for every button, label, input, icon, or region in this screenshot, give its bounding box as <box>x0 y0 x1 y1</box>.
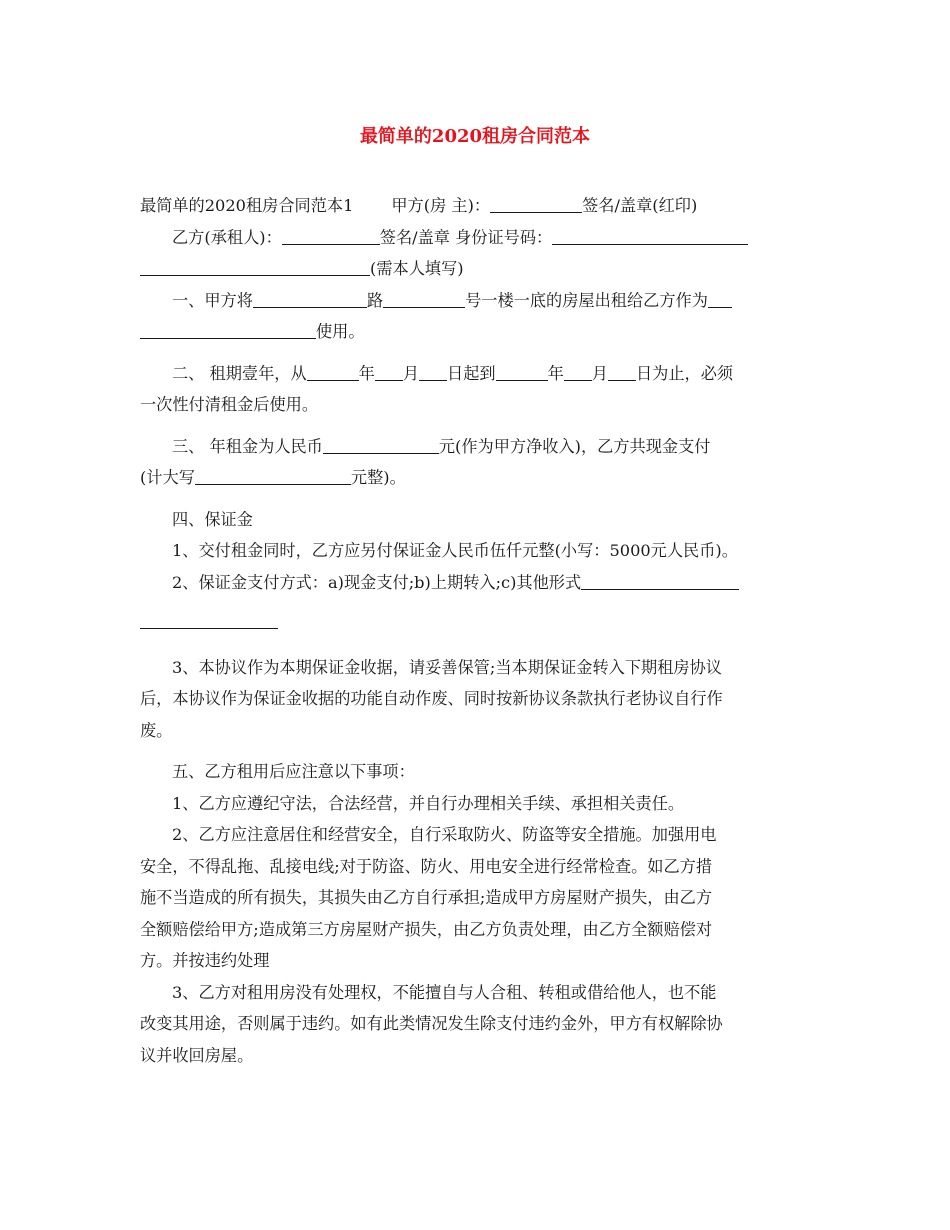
clause-5-item-2-line-5: 方。并按违约处理 <box>140 951 270 970</box>
other-form-continuation-line <box>140 606 812 638</box>
clause-1-text-b: 路 <box>366 290 384 310</box>
clause-3-text-a: 三、 年租金为人民币 <box>172 436 323 456</box>
clause-5-item-2-line-3: 施不当造成的所有损失，其损失由乙方自行承担;造成甲方房屋财产损失，由乙方 <box>140 888 713 907</box>
clause-2-line-2 <box>140 389 812 421</box>
clause-5-item-3-line-3: 议并收回房屋。 <box>140 1045 254 1065</box>
contract-body <box>140 190 812 1071</box>
usage-blank-continued[interactable] <box>140 320 316 339</box>
id-number-continuation-line <box>140 253 812 285</box>
clause-5-item-2-line-4: 全额赔偿给甲方;造成第三方房屋财产损失，由乙方负责处理，由乙方全额赔偿对 <box>140 919 713 939</box>
end-month-blank[interactable] <box>564 362 592 381</box>
annual-rent-blank[interactable] <box>323 435 439 454</box>
clause-4-item-2 <box>140 567 812 599</box>
clause-1-text-a: 一、甲方将 <box>172 290 253 310</box>
party-b-line <box>140 222 812 254</box>
usage-blank[interactable] <box>708 289 732 308</box>
clause-3-text-b: 元(作为甲方净收入)，乙方共现金支付 <box>438 436 711 456</box>
end-year-blank[interactable] <box>496 362 548 381</box>
contract-heading-inline: 最简单的2020租房合同范本1 <box>140 196 354 215</box>
party-b-label: 乙方(承租人)： <box>172 227 282 247</box>
other-form-blank-continued[interactable] <box>140 610 278 629</box>
clause-2-text-g: 日为止，必须 <box>635 363 734 383</box>
party-b-sign-id-label: 签名/盖章 身份证号码： <box>379 227 553 247</box>
number-blank[interactable] <box>383 289 465 308</box>
clause-2-year-label: 年 <box>358 363 375 383</box>
party-a-blank[interactable] <box>490 194 582 213</box>
clause-2-month-label: 月 <box>402 363 420 383</box>
party-a-label: 甲方(房 主)： <box>391 196 491 215</box>
clause-1-text-d: 使用。 <box>316 322 365 341</box>
start-month-blank[interactable] <box>375 362 403 381</box>
clause-4-item-3-line-3: 废。 <box>140 720 173 740</box>
end-day-blank[interactable] <box>608 362 636 381</box>
amount-in-words-blank[interactable] <box>195 466 351 485</box>
clause-2-until-label: 日起到 <box>447 363 496 383</box>
clause-5-item-3-line-2: 改变其用途，否则属于违约。如有此类情况发生除支付违约金外，甲方有权解除协 <box>140 1014 723 1033</box>
clause-4-item-3-line-1: 3、本协议作为本期保证金收据，请妥善保管;当本期保证金转入下期租房协议 <box>172 657 722 677</box>
id-number-blank-continued[interactable] <box>140 257 370 276</box>
clause-5-item-1: 1、乙方应遵纪守法，合法经营，并自行办理相关手续、承担相关责任。 <box>172 793 685 813</box>
clause-4-heading: 四、保证金 <box>172 509 253 529</box>
start-day-blank[interactable] <box>419 362 447 381</box>
clause-4-item-1: 1、交付租金同时，乙方应另付保证金人民币伍仟元整(小写：5000元人民币)。 <box>172 541 738 560</box>
party-b-blank[interactable] <box>282 226 380 245</box>
id-number-blank[interactable] <box>552 226 748 245</box>
clause-4-item-3-line-2: 后，本协议作为保证金收据的功能自动作废、同时按新协议条款执行老协议自行作 <box>140 689 723 708</box>
party-a-line <box>140 190 812 222</box>
clause-5-item-3-line-1: 3、乙方对租用房没有处理权，不能擅自与人合租、转租或借给他人，也不能 <box>172 982 717 1002</box>
road-blank[interactable] <box>253 289 367 308</box>
document-title: 最简单的2020租房合同范本 <box>359 126 591 147</box>
clause-3-line-1 <box>140 431 812 463</box>
clause-2-text-h: 一次性付清租金后使用。 <box>140 395 319 414</box>
clause-3-line-2 <box>140 462 812 494</box>
clause-1-line-1 <box>140 285 812 317</box>
clause-2-line-1 <box>140 358 812 390</box>
start-year-blank[interactable] <box>307 362 359 381</box>
clause-2-end-year-label: 年 <box>547 363 564 383</box>
clause-3-text-c: (计大写 <box>140 468 195 487</box>
clause-5-heading: 五、乙方租用后应注意以下事项： <box>172 762 415 781</box>
clause-5-item-2-line-2: 安全，不得乱拖、乱接电线;对于防盗、防火、用电安全进行经常检查。如乙方措 <box>140 856 713 876</box>
party-a-sign-label: 签名/盖章(红印) <box>582 196 698 215</box>
clause-3-text-d: 元整)。 <box>350 468 406 487</box>
clause-1-text-c: 号一楼一底的房屋出租给乙方作为 <box>465 290 708 310</box>
other-form-blank[interactable] <box>581 571 739 590</box>
clause-4-item-2-text: 2、保证金支付方式：a)现金支付;b)上期转入;c)其他形式 <box>172 572 582 592</box>
clause-2-end-month-label: 月 <box>591 363 608 383</box>
clause-5-item-2-line-1: 2、乙方应注意居住和经营安全，自行采取防火、防盗等安全措施。加强用电 <box>172 825 717 844</box>
clause-1-line-2 <box>140 316 812 348</box>
self-fill-note: (需本人填写) <box>370 259 464 278</box>
clause-2-text-a: 二、 租期壹年，从 <box>172 363 307 383</box>
